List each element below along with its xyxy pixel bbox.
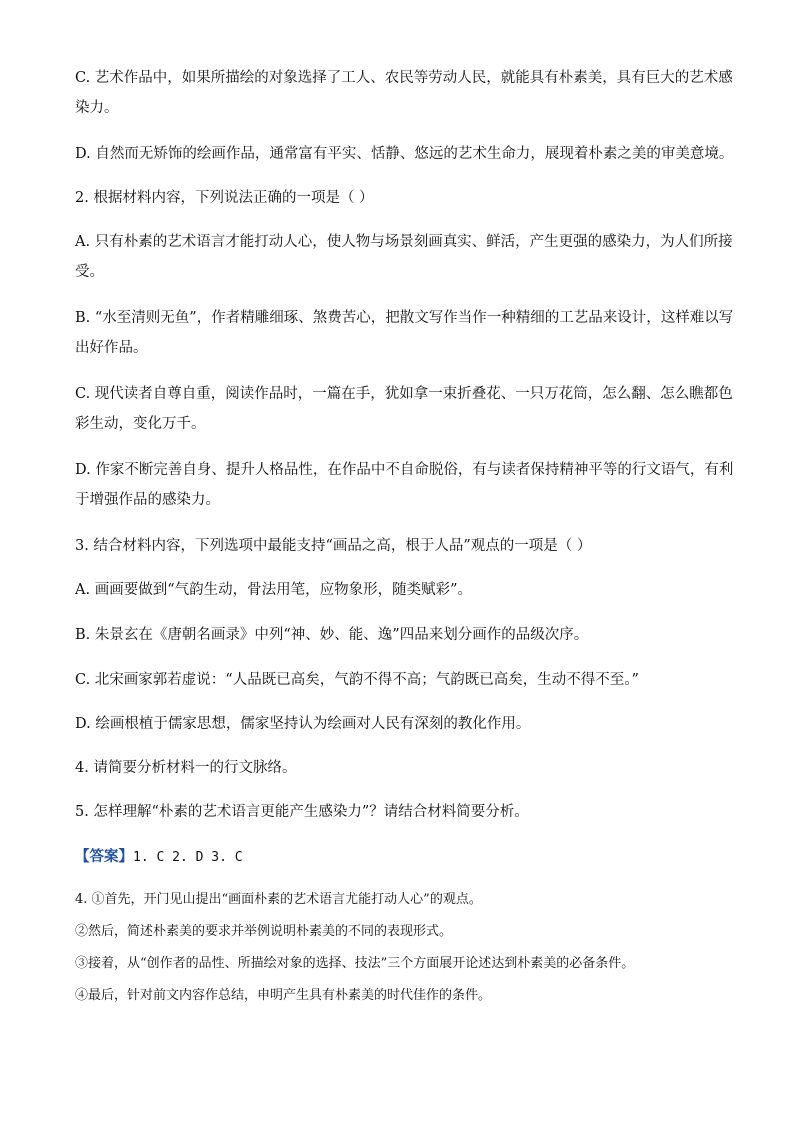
answer-4-line3: ③接着，从“创作者的品性、所描绘对象的选择、技法”三个方面展开论述达到朴素美的必备条件。 [75,956,635,971]
q2-option-b-line2: 出好作品。 [75,340,148,356]
q1-option-c-line2: 染力。 [75,100,119,116]
answer-tag: 【答案】 [75,849,133,865]
q5-stem: 5. 怎样理解“朴素的艺术语言更能产生感染力”？请结合材料简要分析。 [75,804,529,820]
answer-4-line2: ②然后，简述朴素美的要求并举例说明朴素美的不同的表现形式。 [75,924,453,939]
q3-option-c: C. 北宋画家郭若虚说：“人品既已高矣，气韵不得不高；气韵既已高矣，生动不得不至。” [75,672,639,688]
q2-option-c-line1: C. 现代读者自尊自重，阅读作品时，一篇在手，犹如拿一束折叠花、一只万花筒，怎么翻、怎么瞧都色 [75,386,733,402]
q3-option-d: D. 绘画根植于儒家思想，儒家坚持认为绘画对人民有深刻的教化作用。 [75,716,531,732]
q1-option-d-line1: D. 自然而无矫饰的绘画作品，通常富有平实、恬静、悠远的艺术生命力，展现着朴素之美的审美意境。 [75,146,734,162]
q2-option-d-line2: 于增强作品的感染力。 [75,492,220,508]
answer-values: 1. C 2. D 3. C [133,850,243,865]
q2-stem: 2. 根据材料内容，下列说法正确的一项是（ ） [75,190,374,206]
q2-option-a-line2: 受。 [75,264,104,280]
q2-option-a-line1: A. 只有朴素的艺术语言才能打动人心，使人物与场景刻画真实、鲜活，产生更强的感染力，为人们所接 [75,234,733,250]
answer-4-line4: ④最后，针对前文内容作总结，申明产生具有朴素美的时代佳作的条件。 [75,988,492,1003]
q3-option-b: B. 朱景玄在《唐朝名画录》中列“神、妙、能、逸”四品来划分画作的品级次序。 [75,627,589,643]
q3-option-a: A. 画画要做到“气韵生动，骨法用笔，应物象形，随类赋彩”。 [75,582,473,598]
answer-summary [75,847,725,868]
q2-option-d-line1: D. 作家不断完善自身、提升人格品性，在作品中不自命脱俗，有与读者保持精神平等的行文语气，有利 [75,462,734,478]
q3-stem: 3. 结合材料内容，下列选项中最能支持“画品之高，根于人品”观点的一项是（ ） [75,538,592,554]
q2-option-c-line2: 彩生动，变化万千。 [75,416,206,432]
q1-option-c-line1: C. 艺术作品中，如果所描绘的对象选择了工人、农民等劳动人民，就能具有朴素美，具有巨大的艺术感 [75,70,733,86]
answer-4-line1: 4. ①首先，开门见山提出“画面朴素的艺术语言尤能打动人心”的观点。 [75,892,482,907]
q4-stem: 4. 请简要分析材料一的行文脉络。 [75,760,297,776]
q2-option-b-line1: B. “水至清则无鱼”，作者精雕细琢、煞费苦心，把散文写作当作一种精细的工艺品来设计，这样难以写 [75,310,734,326]
